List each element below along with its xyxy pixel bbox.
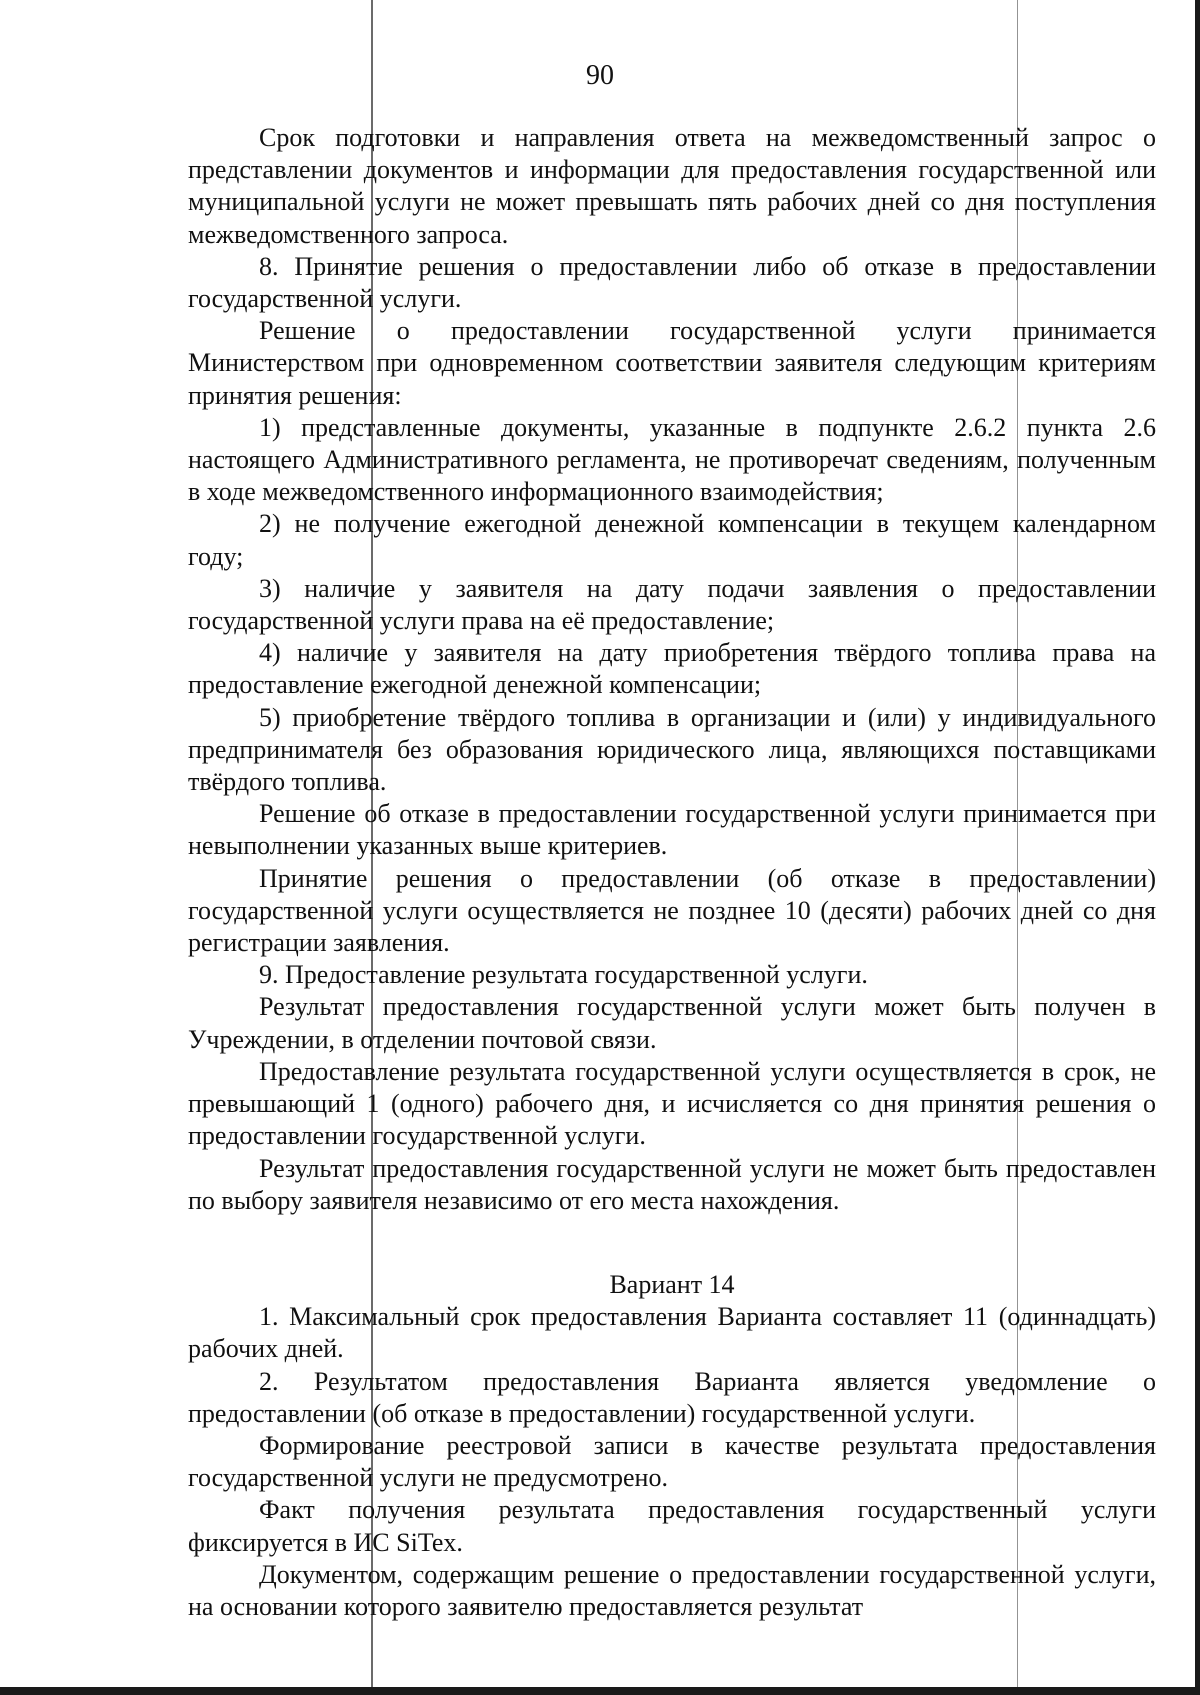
paragraph: 4) наличие у заявителя на дату приобретения твёрдого топлива права на предоставление ежегодной денежной компенсации; [188,638,1156,700]
paragraph: Факт получения результата предоставления государственный услуги фиксируется в ИС SiTex. [188,1495,1156,1557]
paragraph: 9. Предоставление результата государственной услуги. [259,960,868,990]
paragraph: 5) приобретение твёрдого топлива в организации и (или) у индивидуального предпринимателя без образования юридического лица, являющихся поставщиками твёрдого топлива. [188,702,1156,797]
paragraph: Формирование реестровой записи в качестве результата предоставления государственной услуги не предусмотрено. [188,1430,1156,1493]
paragraph: Решение о предоставлении государственной услуги принимается Министерством при одновременном соответствии заявителя следующим критериям принятия решения: [188,316,1156,410]
paragraph: 8. Принятие решения о предоставлении либо об отказе в предоставлении государственной услуги. [188,251,1156,314]
paragraph: Решение об отказе в предоставлении государственной услуги принимается при невыполнении указанных выше критериев. [188,799,1156,861]
scan-edge-bottom [0,1687,1200,1695]
section-heading: Вариант 14 [609,1269,735,1299]
paragraph: 1) представленные документы, указанные в подпункте 2.6.2 пункта 2.6 настоящего Административного регламента, не противоречат сведениям, полученным в ходе межведомственного информационного взаимодействия; [188,412,1156,507]
paragraph: Документом, содержащим решение о предоставлении государственной услуги, на основании которого заявителю предоставляется результат [188,1559,1156,1621]
paragraph: Результат предоставления государственной услуги не может быть предоставлен по выбору заявителя независимо от его места нахождения. [188,1153,1156,1215]
paragraph: 1. Максимальный срок предоставления Варианта составляет 11 (одиннадцать) рабочих дней. [188,1302,1156,1364]
paragraph: Предоставление результата государственной услуги осуществляется в срок, не превышающий 1 (одного) рабочего дня, и исчисляется со дня принятия решения о предоставлении государственной услуги. [188,1056,1156,1151]
paragraph: 2. Результатом предоставления Варианта является уведомление о предоставлении (об отказе в предоставлении) государственной услуги. [188,1366,1156,1428]
paragraph: 3) наличие у заявителя на дату подачи заявления о предоставлении государственной услуги права на её предоставление; [188,573,1156,636]
paragraph: Результат предоставления государственной услуги может быть получен в Учреждении, в отделении почтовой связи. [188,992,1156,1054]
paragraph: Принятие решения о предоставлении (об отказе в предоставлении) государственной услуги осуществляется не позднее 10 (десяти) рабочих дней со дня регистрации заявления. [188,863,1156,958]
scan-edge-right [1195,0,1200,1695]
page-number: 90 [586,60,614,91]
paragraph: Срок подготовки и направления ответа на межведомственный запрос о представлении документов и информации для предоставления государственной или муниципальной услуги не может превышать пять рабочих дней со дня поступления межведомственного запроса. [188,123,1156,249]
paragraph: 2) не получение ежегодной денежной компенсации в текущем календарном году; [188,509,1156,571]
document-body [188,122,1156,1623]
